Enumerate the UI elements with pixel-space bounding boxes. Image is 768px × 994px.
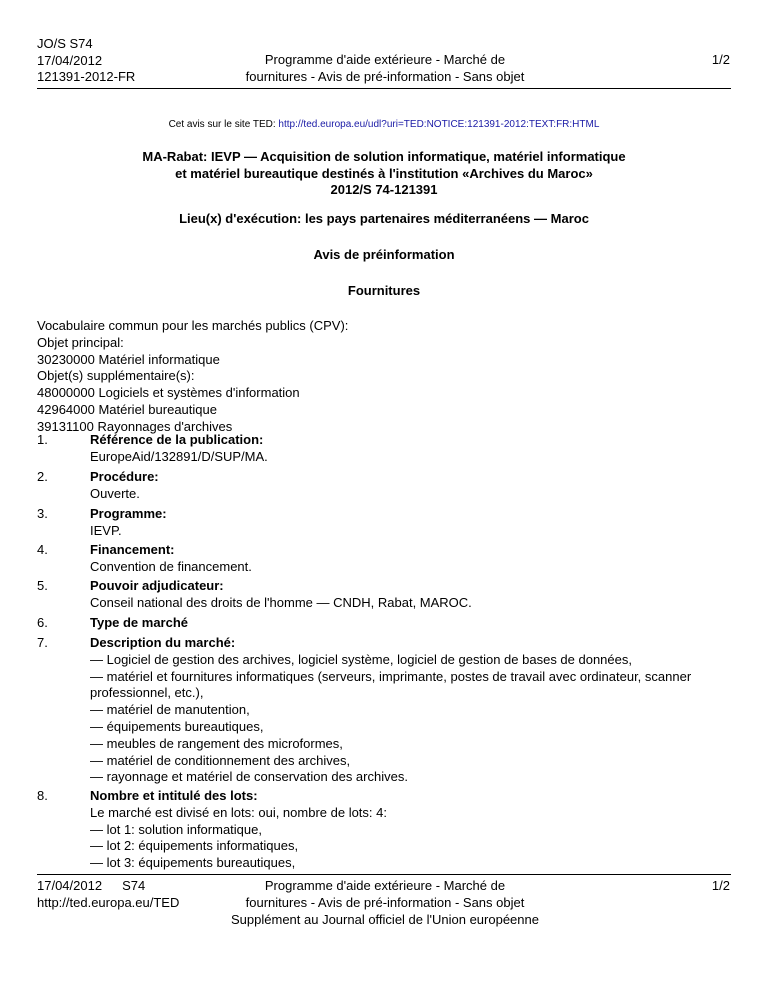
footer-url[interactable]: http://ted.europa.eu/TED <box>37 894 180 910</box>
footer-title-line3: Supplément au Journal officiel de l'Union européenne <box>231 911 539 927</box>
cpv-line: Objet principal: <box>37 334 124 350</box>
cpv-line: Objet(s) supplémentaire(s): <box>37 368 195 384</box>
section-text: — matériel de manutention, <box>90 702 250 718</box>
section-text: — meubles de rangement des microformes, <box>90 735 343 751</box>
section-title: Type de marché <box>90 615 189 630</box>
section-text: Ouverte. <box>90 485 140 501</box>
section-number: 2. <box>37 469 48 484</box>
section-text: — équipements bureautiques, <box>90 718 264 734</box>
section-item <box>37 788 737 872</box>
header-title-line1: Programme d'aide extérieure - Marché de <box>264 52 506 67</box>
section-title: Programme: <box>90 506 167 521</box>
footer-title-line1: Programme d'aide extérieure - Marché de <box>264 878 506 893</box>
document-title-line1: MA-Rabat: IEVP — Acquisition de solution informatique, matériel informatique <box>142 149 626 164</box>
ted-notice <box>0 119 768 130</box>
section-number: 1. <box>37 432 48 447</box>
section-text: IEVP. <box>90 522 122 538</box>
section-number: 5. <box>37 578 48 593</box>
section-text: — lot 3: équipements bureautiques, <box>90 855 296 871</box>
footer-ref: S74 <box>122 878 146 893</box>
header-divider <box>37 88 731 89</box>
footer-meta <box>37 878 179 912</box>
cpv-block <box>37 318 348 436</box>
header-date: 17/04/2012 <box>37 52 103 68</box>
section-number: 3. <box>37 506 48 521</box>
footer-page-number: 1/2 <box>711 878 730 893</box>
cpv-line: 48000000 Logiciels et systèmes d'information <box>37 385 300 401</box>
notice-type: Avis de préinformation <box>313 247 455 262</box>
section-text: — lot 2: équipements informatiques, <box>90 838 299 854</box>
section-number: 8. <box>37 788 48 803</box>
document-title <box>100 149 668 199</box>
execution-location: Lieu(x) d'exécution: les pays partenaires méditerranéens — Maroc <box>179 211 589 226</box>
header-ref: JO/S S74 <box>37 36 93 51</box>
section-item <box>37 432 737 466</box>
section-text: professionnel, etc.), <box>90 685 204 701</box>
section-item <box>37 615 737 632</box>
section-text: — Logiciel de gestion des archives, logiciel système, logiciel de gestion de bases de données, <box>90 651 632 667</box>
section-text: Convention de financement. <box>90 558 252 574</box>
header-title-line2: fournitures - Avis de pré-information - Sans objet <box>245 68 525 84</box>
section-item <box>37 542 737 576</box>
section-text: — lot 1: solution informatique, <box>90 821 262 837</box>
section-title: Pouvoir adjudicateur: <box>90 578 224 593</box>
header-meta <box>37 36 135 86</box>
section-number: 7. <box>37 635 48 650</box>
section-text: — matériel de conditionnement des archives, <box>90 752 351 768</box>
section-item <box>37 635 737 786</box>
footer-title <box>220 878 550 928</box>
document-title-line2: et matériel bureautique destinés à l'institution «Archives du Maroc» <box>175 165 593 181</box>
section-item <box>37 506 737 540</box>
section-number: 4. <box>37 542 48 557</box>
section-item <box>37 469 737 503</box>
cpv-line: 30230000 Matériel informatique <box>37 351 220 367</box>
ted-notice-prefix: Cet avis sur le site TED: <box>168 119 279 130</box>
cpv-line: Vocabulaire commun pour les marchés publics (CPV): <box>37 318 349 333</box>
document-title-line3: 2012/S 74-121391 <box>330 182 438 197</box>
header-title <box>240 52 530 85</box>
section-text: Le marché est divisé en lots: oui, nombre de lots: 4: <box>90 804 387 820</box>
section-title: Procédure: <box>90 469 159 484</box>
contract-category: Fournitures <box>347 283 421 298</box>
footer-title-line2: fournitures - Avis de pré-information - Sans objet <box>245 894 525 910</box>
section-item <box>37 578 737 612</box>
cpv-line: 42964000 Matériel bureautique <box>37 401 217 417</box>
section-text: — matériel et fournitures informatiques (serveurs, imprimante, postes de travail avec ordinateur, scanner <box>90 668 692 684</box>
section-text: EuropeAid/132891/D/SUP/MA. <box>90 448 268 464</box>
section-title: Nombre et intitulé des lots: <box>90 788 258 803</box>
section-title: Description du marché: <box>90 635 236 650</box>
footer-date: 17/04/2012 <box>37 878 103 893</box>
header-doc-id: 121391-2012-FR <box>37 69 136 84</box>
section-title: Référence de la publication: <box>90 432 264 447</box>
footer-divider <box>37 874 731 875</box>
section-number: 6. <box>37 615 48 630</box>
cpv-line: 39131100 Rayonnages d'archives <box>37 418 233 434</box>
section-text: — rayonnage et matériel de conservation des archives. <box>90 769 408 785</box>
ted-notice-link[interactable]: http://ted.europa.eu/udl?uri=TED:NOTICE:121391-2012:TEXT:FR:HTML <box>278 119 600 130</box>
header-page-number: 1/2 <box>711 52 730 67</box>
section-title: Financement: <box>90 542 175 557</box>
section-text: Conseil national des droits de l'homme — CNDH, Rabat, MAROC. <box>90 594 472 610</box>
